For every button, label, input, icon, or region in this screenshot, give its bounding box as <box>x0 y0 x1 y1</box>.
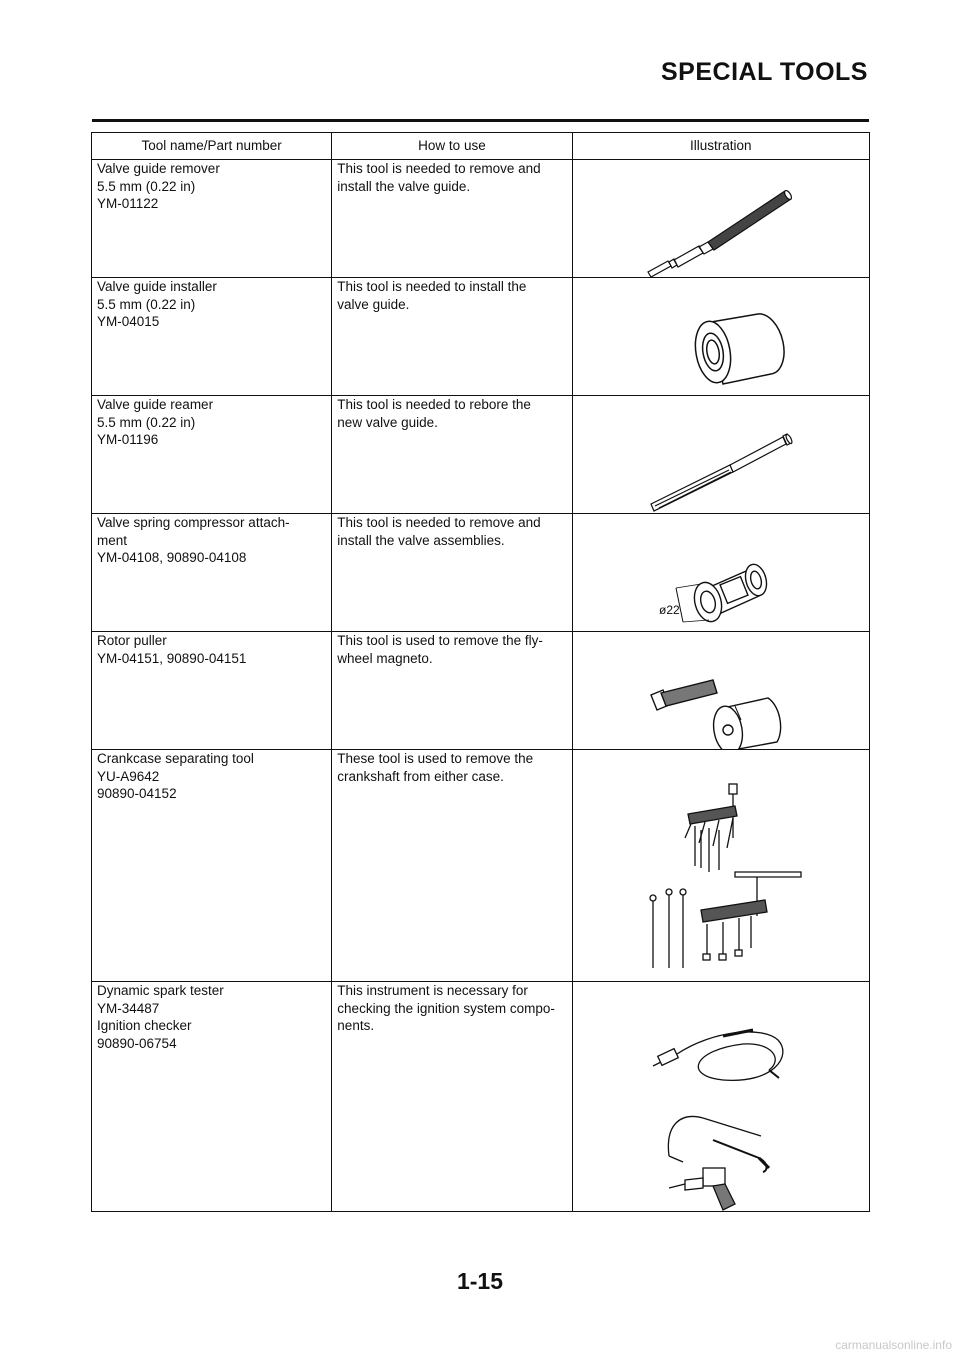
table-row <box>92 514 870 632</box>
tool-name-cell: Valve spring compressor attach- ment YM-04108, 90890-04108 <box>92 514 332 632</box>
table-row <box>92 160 870 278</box>
tool-name-cell: Crankcase separating tool YU-A9642 90890-04152 <box>92 750 332 982</box>
tool-illustration-cell <box>572 160 869 278</box>
tool-use-cell: This tool is needed to remove and install the valve guide. <box>332 160 572 278</box>
table-row <box>92 396 870 514</box>
tool-illustration-cell <box>572 982 869 1212</box>
tool-use-cell: This tool is used to remove the fly- wheel magneto. <box>332 632 572 750</box>
tool-use-cell: This tool is needed to rebore the new valve guide. <box>332 396 572 514</box>
table-row <box>92 982 870 1212</box>
tool-use-cell: This tool is needed to install the valve guide. <box>332 278 572 396</box>
table-header-row <box>92 133 870 160</box>
tool-name-cell: Rotor puller YM-04151, 90890-04151 <box>92 632 332 750</box>
special-tools-table <box>91 132 870 1212</box>
tool-name-cell: Valve guide reamer 5.5 mm (0.22 in) YM-01196 <box>92 396 332 514</box>
page-number: 1-15 <box>456 1268 504 1294</box>
tool-name-cell: Dynamic spark tester YM-34487 Ignition checker 90890-06754 <box>92 982 332 1212</box>
valve-guide-reamer-illustration <box>573 414 870 514</box>
valve-spring-compressor-attachment-illustration <box>573 532 870 632</box>
tool-illustration-cell <box>572 514 869 632</box>
table-row <box>92 278 870 396</box>
column-header-tool-name: Tool name/Part number <box>92 133 332 160</box>
column-header-illustration: Illustration <box>572 133 869 160</box>
valve-guide-installer-illustration <box>573 296 870 396</box>
title-rule <box>92 119 869 122</box>
tool-use-cell: This instrument is necessary for checking the ignition system compo- nents. <box>332 982 572 1212</box>
tool-illustration-cell <box>572 750 869 982</box>
tool-illustration-cell <box>572 278 869 396</box>
valve-guide-remover-illustration <box>573 178 870 278</box>
column-header-how-to-use: How to use <box>332 133 572 160</box>
watermark: carmanualsonline.info <box>835 1338 952 1352</box>
tool-illustration-cell <box>572 396 869 514</box>
tool-name-cell: Valve guide installer 5.5 mm (0.22 in) YM-04015 <box>92 278 332 396</box>
tool-use-cell: These tool is used to remove the crankshaft from either case. <box>332 750 572 982</box>
table-row <box>92 632 870 750</box>
table-row <box>92 750 870 982</box>
tool-illustration-cell <box>572 632 869 750</box>
rotor-puller-illustration <box>573 650 870 750</box>
dynamic-spark-tester-illustration <box>573 1000 870 1212</box>
diameter-callout: ø22 <box>658 602 680 617</box>
crankcase-separating-tool-illustration <box>573 768 870 982</box>
tool-name-cell: Valve guide remover 5.5 mm (0.22 in) YM-01122 <box>92 160 332 278</box>
page-title: SPECIAL TOOLS <box>660 58 868 86</box>
tool-use-cell: This tool is needed to remove and install the valve assemblies. <box>332 514 572 632</box>
